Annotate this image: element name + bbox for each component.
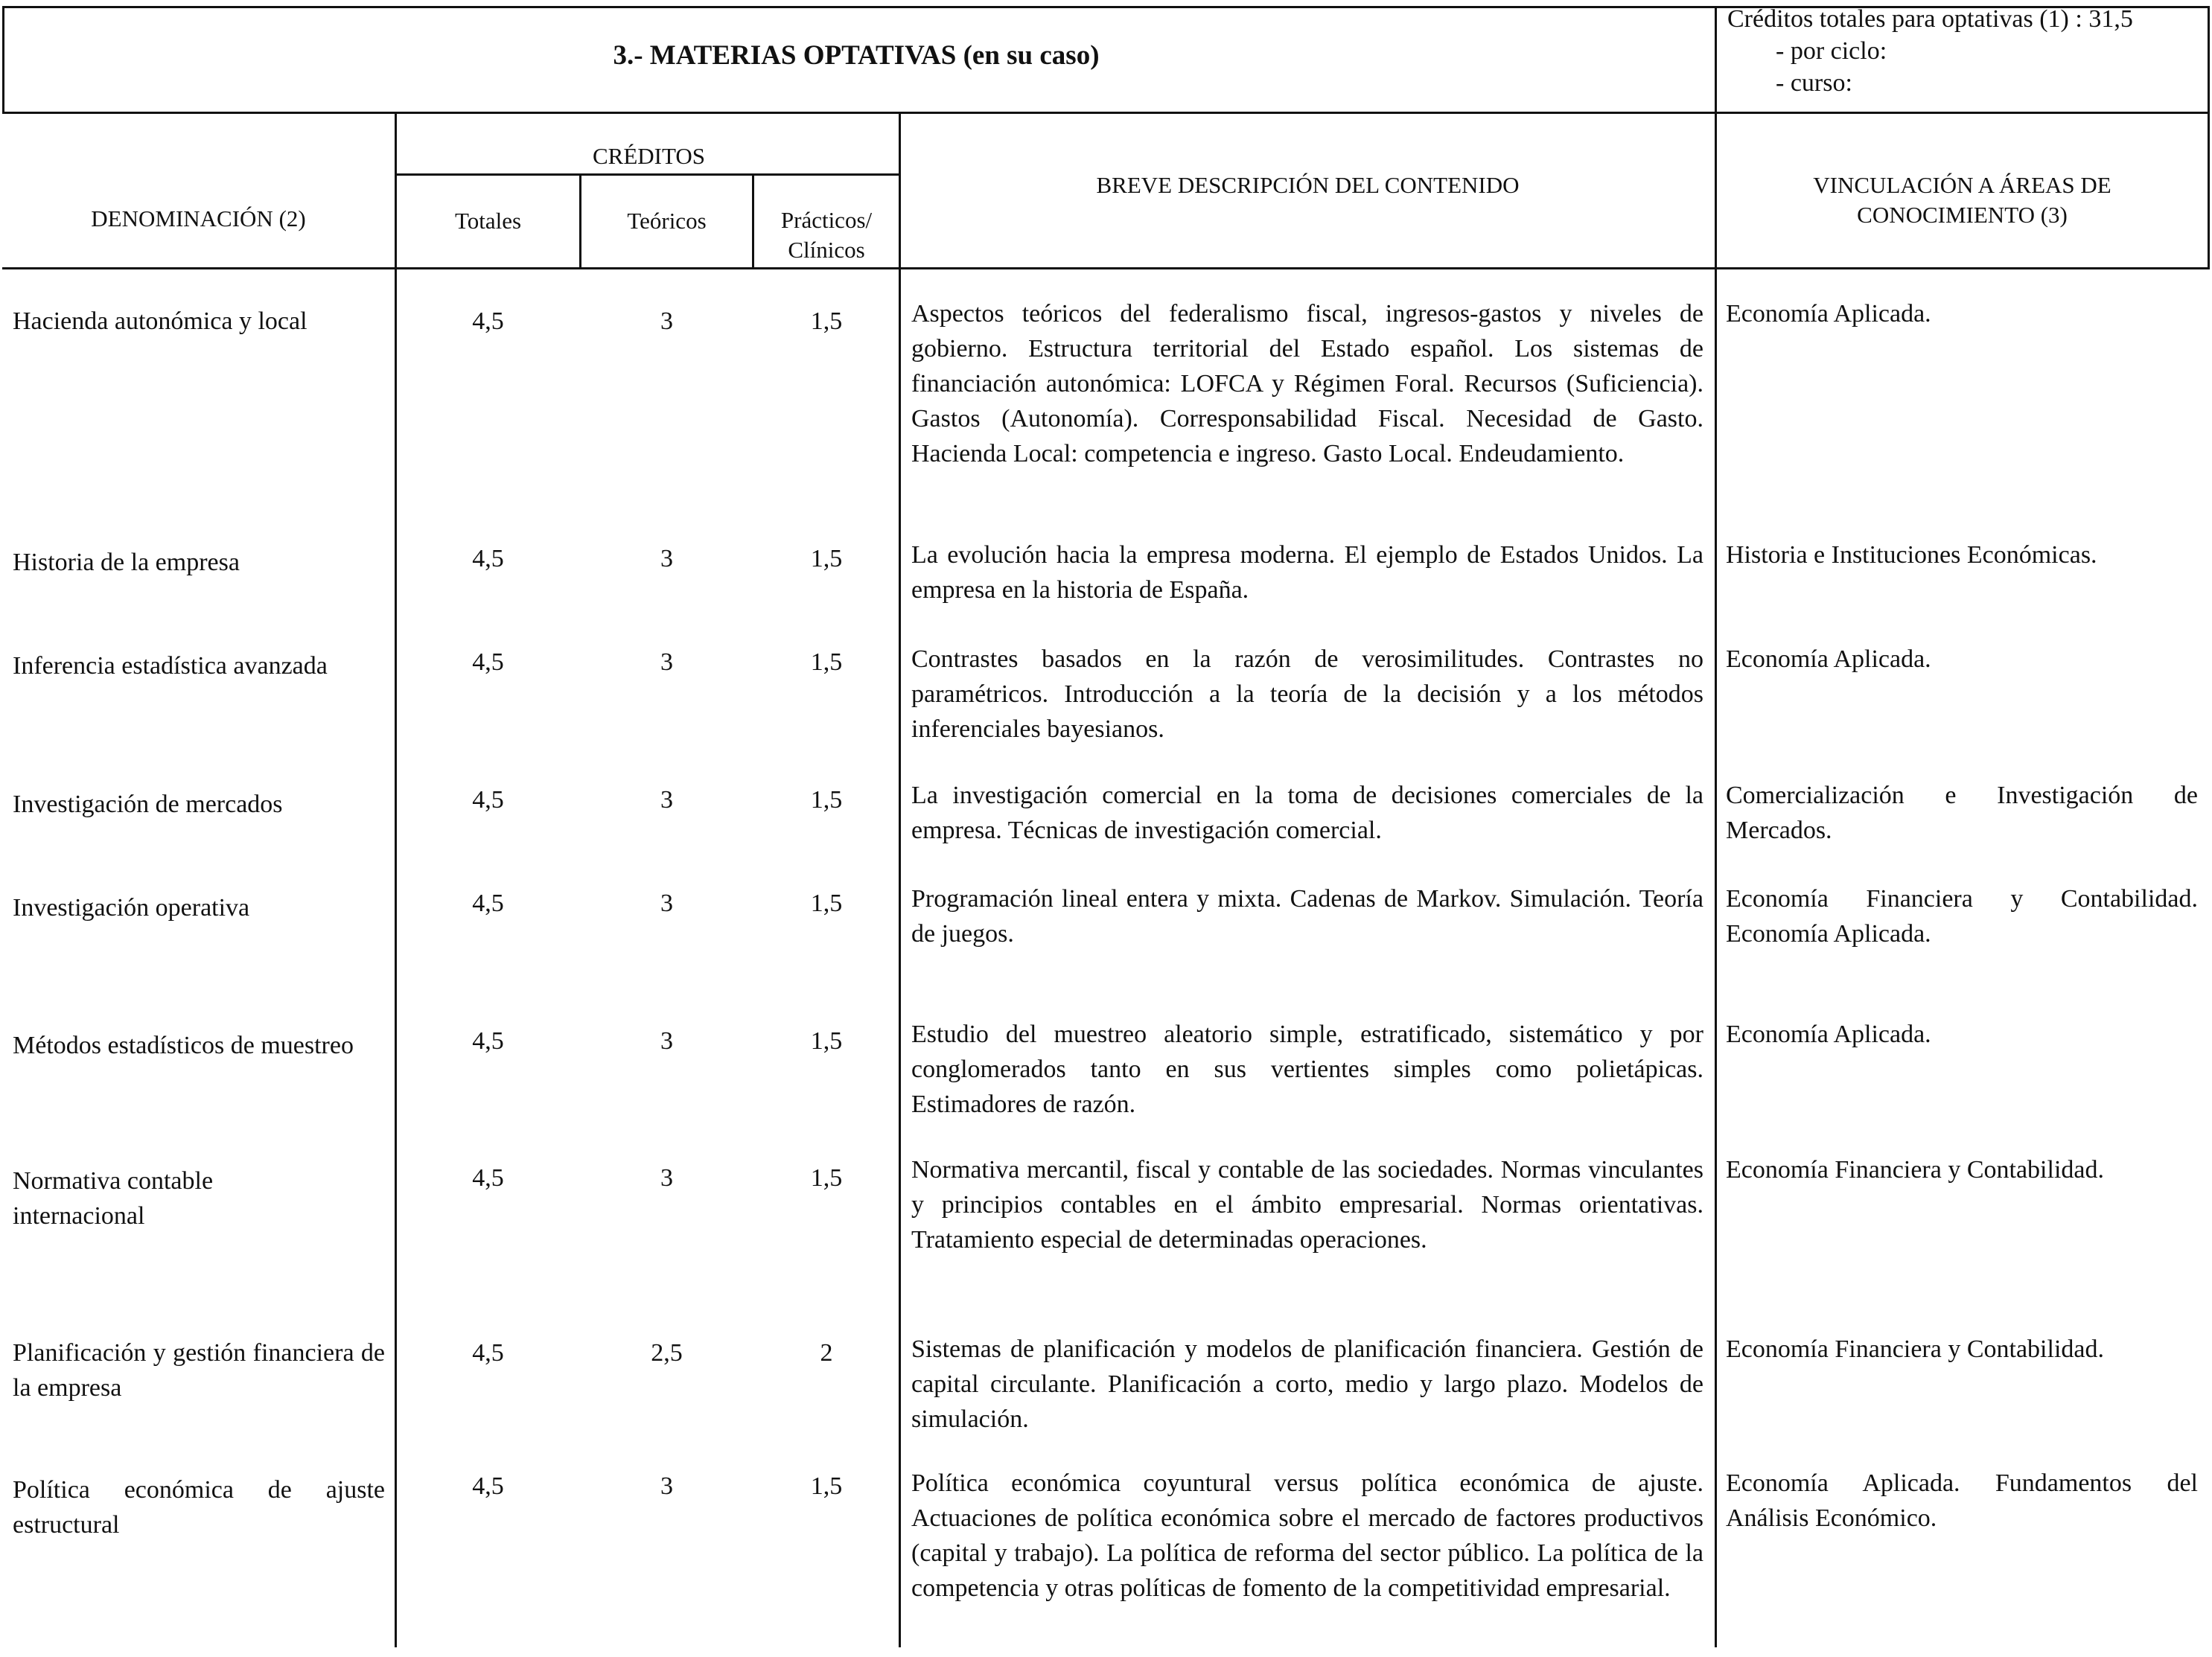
row-9-teoricos: 3 [660, 1472, 673, 1500]
row-8-name: Planificación y gestión financiera de la empresa [13, 1339, 385, 1402]
row-2-practicos: 1,5 [810, 545, 843, 572]
row-7-name: Normativa contable internacional [13, 1167, 214, 1230]
header-creditos: CRÉDITOS [592, 143, 705, 169]
row-5-practicos: 1,5 [810, 890, 843, 917]
row-6-descripcion: Estudio del muestreo aleatorio simple, estratificado, sistemático y por conglomerados tanto en sus vertientes simples como polietápicas. Estimadores de razón. [911, 1021, 1703, 1118]
row-4-descripcion: La investigación comercial en la toma de decisiones comerciales de la empresa. Técnicas de investigación comercial. [911, 782, 1703, 844]
row-7-teoricos: 3 [660, 1164, 673, 1192]
row-2-name: Historia de la empresa [13, 549, 240, 576]
title-row-bottom-border [2, 112, 2210, 114]
table-right-border [2208, 6, 2210, 269]
row-8-teoricos: 2,5 [651, 1339, 683, 1367]
row-3-name: Inferencia estadística avanzada [13, 652, 328, 680]
row-1-practicos: 1,5 [810, 307, 843, 335]
credits-info [1727, 3, 2133, 99]
row-6-teoricos: 3 [660, 1027, 673, 1055]
row-7-descripcion: Normativa mercantil, fiscal y contable de las sociedades. Normas vinculantes y principios contables en el ámbito empresarial. Normas orientativas. Tratamiento especial de determinadas operaciones. [911, 1156, 1703, 1254]
row-1-teoricos: 3 [660, 307, 673, 335]
row-2-totales: 4,5 [472, 545, 504, 572]
header-descripcion: BREVE DESCRIPCIÓN DEL CONTENIDO [1096, 172, 1520, 198]
header-bottom-border [2, 267, 2210, 269]
row-7-totales: 4,5 [472, 1164, 504, 1192]
row-4-practicos: 1,5 [810, 786, 843, 814]
row-5-teoricos: 3 [660, 890, 673, 917]
per-cycle-label: - por ciclo: [1776, 37, 1887, 65]
row-1-area: Economía Aplicada. [1726, 300, 1931, 328]
row-8-totales: 4,5 [472, 1339, 504, 1367]
row-5-area: Economía Financiera y Contabilidad. Economía Aplicada. [1726, 885, 2198, 948]
row-6-name: Métodos estadísticos de muestreo [13, 1032, 354, 1059]
descripcion-column-border [899, 112, 901, 1647]
row-8-practicos: 2 [820, 1339, 833, 1367]
row-2-area: Historia e Instituciones Económicas. [1726, 541, 2097, 569]
row-5-name: Investigación operativa [13, 894, 250, 922]
row-3-practicos: 1,5 [810, 648, 843, 676]
row-8-descripcion: Sistemas de planificación y modelos de planificación financiera. Gestión de capital circulante. Planificación a corto, medio y largo plazo. Modelos de simulación. [911, 1335, 1703, 1433]
header-denominacion: DENOMINACIÓN (2) [91, 205, 306, 232]
row-9-name: Política económica de ajuste estructural [13, 1476, 385, 1539]
row-7-practicos: 1,5 [810, 1164, 843, 1192]
row-4-area: Comercialización e Investigación de Mercados. [1726, 782, 2198, 844]
row-3-area: Economía Aplicada. [1726, 645, 1931, 673]
row-9-totales: 4,5 [472, 1472, 504, 1500]
row-7-area: Economía Financiera y Contabilidad. [1726, 1156, 2104, 1184]
section-title: 3.- MATERIAS OPTATIVAS (en su caso) [613, 40, 1100, 71]
row-9-area: Economía Aplicada. Fundamentos del Análisis Económico. [1726, 1469, 2198, 1532]
row-4-teoricos: 3 [660, 786, 673, 814]
row-6-practicos: 1,5 [810, 1027, 843, 1055]
row-4-name: Investigación de mercados [13, 791, 283, 818]
row-9-descripcion: Política económica coyuntural versus política económica de ajuste. Actuaciones de política económica sobre el mercado de factores productivos (capital y trabajo). La política de reforma del sector público. La política de la competencia y otras políticas de fomento de la competitividad empresarial. [911, 1469, 1703, 1602]
credits-total-label: Créditos totales para optativas (1) : 31,5 [1727, 5, 2133, 33]
vinculacion-column-border [1715, 6, 1717, 1647]
row-9-practicos: 1,5 [810, 1472, 843, 1500]
row-2-descripcion: La evolución hacia la empresa moderna. El ejemplo de Estados Unidos. La empresa en la historia de España. [911, 541, 1703, 604]
header-totales: Totales [454, 208, 522, 234]
creditos-subheader-border [395, 173, 901, 176]
row-3-totales: 4,5 [472, 648, 504, 676]
header-teoricos: Teóricos [627, 208, 707, 234]
row-1-descripcion: Aspectos teóricos del federalismo fiscal, ingresos-gastos y niveles de gobierno. Estructura territorial del Estado español. Los sistemas de financiación autonómica: LOFCA y Régimen Foral. Recursos (Suficiencia). Gastos (Autonomía). Corresponsabilidad Fiscal. Necesidad de Gasto. Hacienda Local: competencia e ingreso. Gasto Local. Endeudamiento. [911, 300, 1703, 467]
row-2-teoricos: 3 [660, 545, 673, 572]
row-1-name: Hacienda autonómica y local [13, 307, 307, 335]
denominacion-column-border [395, 112, 397, 1647]
row-6-totales: 4,5 [472, 1027, 504, 1055]
row-3-descripcion: Contrastes basados en la razón de verosimilitudes. Contrastes no paramétricos. Introducción a la teoría de la decisión y a los métodos inferenciales bayesianos. [911, 645, 1703, 743]
header-vinculacion: VINCULACIÓN A ÁREAS DE CONOCIMIENTO (3) [1813, 172, 2111, 228]
row-8-area: Economía Financiera y Contabilidad. [1726, 1335, 2104, 1363]
row-5-descripcion: Programación lineal entera y mixta. Cadenas de Markov. Simulación. Teoría de juegos. [911, 885, 1703, 948]
row-1-totales: 4,5 [472, 307, 504, 335]
row-5-totales: 4,5 [472, 890, 504, 917]
per-course-label: - curso: [1776, 69, 1852, 97]
header-practicos: Prácticos/ Clínicos [780, 207, 873, 263]
row-6-area: Economía Aplicada. [1726, 1021, 1931, 1048]
row-4-totales: 4,5 [472, 786, 504, 814]
row-3-teoricos: 3 [660, 648, 673, 676]
